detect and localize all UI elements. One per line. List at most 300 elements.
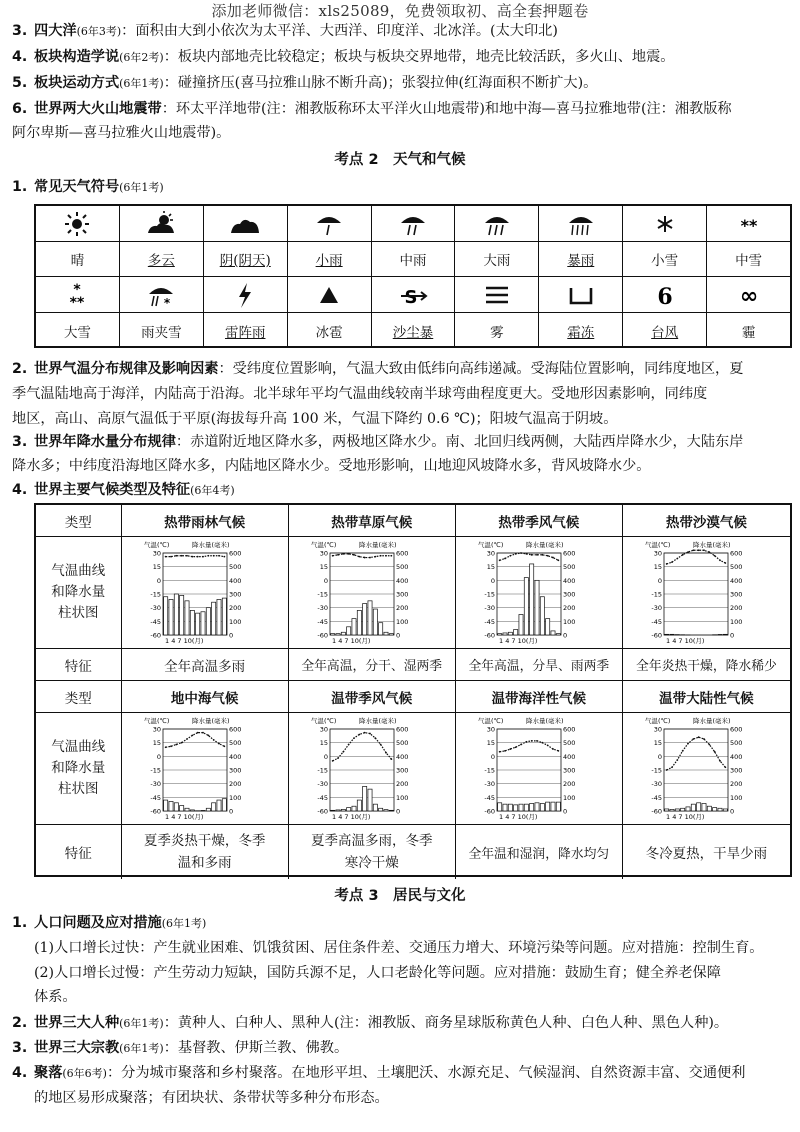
climate-type-name: 热带草原气候 bbox=[289, 505, 456, 536]
temperature-point bbox=[515, 553, 517, 555]
weather-label: 大雪 bbox=[36, 313, 120, 348]
weather-label: 霾 bbox=[741, 324, 756, 341]
light-rain-icon bbox=[314, 211, 344, 237]
precip-bar bbox=[217, 599, 221, 635]
svg-text:S: S bbox=[404, 286, 418, 308]
temperature-point bbox=[337, 757, 339, 759]
weather-label: 雷阵雨 bbox=[204, 313, 288, 348]
weather-symbol-cell bbox=[623, 206, 707, 241]
temperature-point bbox=[725, 562, 727, 564]
temperature-point bbox=[525, 740, 527, 742]
climate-feature: 夏季炎热干燥，冬季 温和多雨 bbox=[122, 825, 289, 879]
precip-bar bbox=[211, 602, 215, 635]
precip-bar bbox=[206, 607, 210, 634]
weather-label: 台风 bbox=[623, 313, 707, 348]
temperature-point bbox=[358, 733, 360, 735]
temperature-point bbox=[385, 751, 387, 753]
temp-tick-label: -45 bbox=[651, 617, 663, 626]
temp-tick-label: 30 bbox=[654, 725, 663, 733]
axis-title-right: 降水量(毫米) bbox=[191, 540, 230, 549]
weather-symbol-cell bbox=[372, 277, 456, 312]
precip-tick-label: 200 bbox=[228, 603, 242, 612]
temp-tick-label: 30 bbox=[486, 725, 495, 733]
temperature-point bbox=[720, 759, 722, 761]
temperature-point bbox=[218, 742, 220, 744]
month-tick-label: 1 4 7 10(月) bbox=[331, 636, 371, 645]
precip-bar bbox=[670, 634, 674, 635]
temp-tick-label: -30 bbox=[651, 779, 663, 788]
precip-bar bbox=[206, 808, 210, 811]
precip-tick-label: 0 bbox=[395, 631, 400, 639]
climate-chart-row-1 bbox=[36, 537, 790, 649]
svg-text:*: * bbox=[73, 281, 82, 298]
light-snow-icon bbox=[650, 211, 680, 237]
precip-bar bbox=[676, 808, 680, 810]
climate-feature: 全年高温，分干、湿两季 bbox=[289, 649, 456, 680]
precip-bar bbox=[503, 804, 507, 811]
precip-tick-label: 0 bbox=[228, 631, 233, 639]
temp-tick-label: -45 bbox=[484, 793, 495, 802]
temperature-line bbox=[667, 737, 726, 770]
temp-tick-label: -30 bbox=[317, 779, 328, 788]
weather-symbol-cell bbox=[707, 206, 790, 241]
weather-label: 暴雨 bbox=[539, 242, 623, 276]
temperature-point bbox=[693, 738, 695, 740]
item-plate-theory: 4. 板块构造学说(6年2考)：板块内部地壳比较稳定；板块与板块交界地带，地壳比较活跃，多火山、地震。 bbox=[12, 49, 675, 65]
rainstorm-icon bbox=[566, 211, 596, 237]
temperature-point bbox=[385, 554, 387, 556]
climate-chart-temperate-maritime bbox=[464, 714, 614, 824]
temperature-point bbox=[672, 561, 674, 563]
temperature-point bbox=[363, 731, 365, 733]
temp-tick-label: -60 bbox=[651, 631, 663, 639]
climate-chart-tropical-monsoon bbox=[464, 538, 614, 648]
temperature-point bbox=[347, 553, 349, 555]
precip-tick-label: 600 bbox=[228, 549, 242, 557]
precip-bar bbox=[222, 598, 226, 635]
temp-tick-label: -15 bbox=[317, 766, 328, 774]
weather-symbol-cell bbox=[372, 206, 456, 241]
temperature-line bbox=[165, 555, 224, 556]
weather-symbol-cell bbox=[288, 277, 372, 312]
temperature-point bbox=[342, 750, 344, 752]
temperature-point bbox=[677, 557, 679, 559]
temp-tick-label: -45 bbox=[149, 617, 161, 626]
precip-tick-label: 400 bbox=[730, 752, 743, 761]
temperature-point bbox=[525, 553, 527, 555]
temp-tick-label: 30 bbox=[654, 549, 663, 557]
feature-label: 特征 bbox=[36, 649, 122, 680]
temperature-point bbox=[170, 745, 172, 747]
precip-bar bbox=[330, 810, 334, 811]
precip-bar bbox=[201, 810, 205, 811]
precip-tick-label: 600 bbox=[228, 725, 242, 733]
weather-label: 中雪 bbox=[735, 253, 763, 269]
climate-chart-temperate-monsoon bbox=[297, 714, 447, 824]
weather-symbol-cell bbox=[36, 277, 120, 312]
precip-bar bbox=[352, 806, 356, 811]
precip-bar bbox=[702, 803, 706, 811]
temperature-point bbox=[390, 554, 392, 556]
temperature-point bbox=[504, 749, 506, 751]
moderate-snow-icon bbox=[734, 211, 764, 237]
watermark-header: 添加老师微信：xls25089，免费领取初、高全套押题卷 bbox=[211, 2, 589, 20]
sandstorm-icon bbox=[398, 282, 428, 308]
precip-tick-label: 300 bbox=[395, 590, 409, 598]
climate-feature: 全年高温，分旱、雨两季 bbox=[456, 649, 623, 680]
item-oceans: 3. 四大洋(6年3考)：面积由大到小依次为太平洋、大西洋、印度洋、北冰洋。(太大印北) bbox=[12, 23, 558, 39]
precip-bar bbox=[357, 800, 361, 811]
axis-title-left: 气温(℃) bbox=[477, 540, 504, 549]
precip-tick-label: 100 bbox=[228, 617, 242, 626]
temp-tick-label: 30 bbox=[319, 725, 328, 733]
temperature-point bbox=[698, 549, 700, 551]
precip-tick-label: 200 bbox=[562, 603, 576, 612]
precip-tick-label: 200 bbox=[730, 779, 743, 788]
precip-bar bbox=[724, 808, 728, 810]
precip-bar bbox=[330, 633, 334, 634]
climate-chart-mediterranean bbox=[130, 714, 280, 824]
item-temperature-line-2: 季气温陆地高于海洋，内陆高于沿海。北半球年平均气温曲线较南半球弯曲程度更大。受地形因素影响，同纬度 bbox=[12, 386, 708, 402]
precip-tick-label: 100 bbox=[562, 793, 576, 802]
temperature-point bbox=[520, 552, 522, 554]
precip-tick-label: 100 bbox=[730, 793, 743, 802]
temp-tick-label: -15 bbox=[149, 766, 161, 774]
item-population-slow: (2)人口增长过慢：产生劳动力短缺，国防兵源不足，人口老龄化等问题。应对措施：鼓励生育；健全养老保障 bbox=[34, 965, 721, 981]
month-tick-label: 1 4 7 10(月) bbox=[164, 636, 204, 645]
temp-tick-label: 0 bbox=[156, 576, 161, 585]
precip-tick-label: 400 bbox=[562, 752, 576, 761]
precip-bar bbox=[540, 596, 544, 634]
weather-label: 大雨 bbox=[455, 242, 539, 276]
precip-tick-label: 100 bbox=[228, 793, 242, 802]
weather-label: 小雪 bbox=[623, 242, 707, 276]
item-population-slow-cont: 体系。 bbox=[34, 989, 77, 1005]
temperature-point bbox=[547, 554, 549, 556]
item-temperature-line-3: 地区，高山、高原气温低于平原(海拔每升高 100 米，气温下降约 0.6 ℃)；阳坡气温高于阴坡。 bbox=[12, 411, 618, 427]
item-settlements-cont: 的地区易形成聚落；有团块状、条带状等多种分布形态。 bbox=[34, 1090, 389, 1106]
temp-tick-label: 30 bbox=[486, 549, 495, 557]
weather-symbol-cell bbox=[204, 206, 288, 241]
precip-bar bbox=[185, 600, 189, 634]
temp-tick-label: -15 bbox=[149, 590, 161, 598]
weather-symbol-cell bbox=[539, 277, 623, 312]
svg-text:**: ** bbox=[740, 215, 757, 235]
precip-bar bbox=[169, 599, 173, 635]
temp-tick-label: -45 bbox=[149, 793, 161, 802]
temperature-point bbox=[164, 555, 166, 557]
item-volcano-belts-cont: 阿尔卑斯—喜马拉雅火山地震带)。 bbox=[12, 125, 231, 141]
precip-tick-label: 500 bbox=[730, 738, 743, 747]
precip-tick-label: 400 bbox=[562, 576, 576, 585]
climate-feature: 夏季高温多雨，冬季 寒冷干燥 bbox=[289, 825, 456, 879]
temperature-point bbox=[353, 737, 355, 739]
temperature-point bbox=[704, 738, 706, 740]
temp-tick-label: -60 bbox=[651, 807, 663, 815]
precip-bar bbox=[535, 580, 539, 635]
precip-bar bbox=[195, 613, 199, 635]
precip-bar bbox=[713, 807, 717, 810]
temp-tick-label: 0 bbox=[156, 752, 161, 761]
temp-tick-label: -60 bbox=[317, 631, 328, 639]
precip-bar bbox=[217, 800, 221, 811]
temperature-point bbox=[714, 750, 716, 752]
temperature-point bbox=[369, 732, 371, 734]
precip-bar bbox=[346, 807, 350, 810]
temp-tick-label: -30 bbox=[484, 603, 495, 612]
month-tick-label: 1 4 7 10(月) bbox=[666, 636, 705, 645]
precip-bar bbox=[211, 802, 215, 810]
precip-bar bbox=[190, 610, 194, 635]
climate-types-table bbox=[34, 503, 792, 877]
precip-bar bbox=[692, 804, 696, 811]
precip-tick-label: 500 bbox=[562, 738, 576, 747]
precip-tick-label: 300 bbox=[395, 766, 409, 774]
temp-tick-label: -60 bbox=[484, 631, 495, 639]
heavy-snow-icon bbox=[62, 282, 92, 308]
precip-bar bbox=[524, 577, 528, 634]
axis-title-left: 气温(℃) bbox=[477, 716, 504, 725]
weather-label: 雾 bbox=[455, 313, 539, 348]
precip-bar bbox=[384, 809, 388, 810]
precip-tick-label: 0 bbox=[730, 807, 735, 815]
item-precipitation-line-2: 降水多；中纬度沿海地区降水多，内陆地区降水少。受地形影响，山地迎风坡降水多，背风坡降水少。 bbox=[12, 458, 651, 474]
precip-bar bbox=[519, 804, 523, 811]
temperature-point bbox=[666, 563, 668, 565]
temperature-point bbox=[709, 743, 711, 745]
precip-bar bbox=[551, 630, 555, 634]
precip-bar bbox=[665, 808, 669, 810]
precip-tick-label: 200 bbox=[395, 779, 409, 788]
precip-bar bbox=[681, 808, 685, 811]
precip-tick-label: 400 bbox=[228, 576, 242, 585]
heavy-rain-icon bbox=[482, 211, 512, 237]
temp-tick-label: -45 bbox=[484, 617, 495, 626]
climate-chart-temperate-continental bbox=[631, 714, 781, 824]
temperature-point bbox=[509, 748, 511, 750]
svg-text:∞: ∞ bbox=[739, 283, 758, 308]
climate-type-name: 热带雨林气候 bbox=[122, 505, 289, 536]
precip-bar bbox=[697, 802, 701, 810]
axis-title-right: 降水量(毫米) bbox=[693, 540, 731, 549]
temperature-point bbox=[202, 555, 204, 557]
climate-chart-tropical-savanna bbox=[297, 538, 447, 648]
precip-tick-label: 200 bbox=[395, 603, 409, 612]
weather-label: 冰雹 bbox=[288, 313, 372, 348]
climate-type-name: 温带海洋性气候 bbox=[456, 681, 623, 712]
temperature-line bbox=[165, 732, 224, 747]
temp-tick-label: 15 bbox=[152, 738, 161, 747]
precip-bar bbox=[556, 633, 560, 634]
precip-bar bbox=[341, 632, 345, 635]
haze-icon bbox=[734, 282, 764, 308]
precip-bar bbox=[163, 800, 167, 811]
precip-bar bbox=[346, 626, 350, 634]
feature-label: 特征 bbox=[36, 825, 122, 879]
weather-label: 阴(阴天) bbox=[204, 242, 288, 276]
item-temperature-distribution: 2. 世界气温分布规律及影响因素：受纬度位置影响，气温大致由低纬向高纬递减。受海陆位置影响，同纬度地区，夏 bbox=[12, 361, 744, 377]
temp-tick-label: 15 bbox=[152, 562, 161, 571]
temperature-point bbox=[531, 739, 533, 741]
temp-tick-label: 0 bbox=[658, 576, 663, 585]
precip-tick-label: 500 bbox=[562, 562, 576, 571]
temperature-point bbox=[207, 734, 209, 736]
temp-tick-label: -30 bbox=[317, 603, 328, 612]
axis-title-right: 降水量(毫米) bbox=[525, 540, 564, 549]
temperature-point bbox=[379, 554, 381, 556]
temperature-point bbox=[709, 551, 711, 553]
temp-tick-label: -15 bbox=[651, 590, 663, 598]
axis-title-right: 降水量(毫米) bbox=[358, 540, 397, 549]
precip-bar bbox=[508, 804, 512, 811]
climate-feature-row-2 bbox=[36, 825, 790, 879]
temperature-point bbox=[202, 731, 204, 733]
weather-symbols-heading: 1. 常见天气符号(6年1考) bbox=[12, 179, 164, 195]
precip-tick-label: 0 bbox=[730, 631, 735, 639]
precip-bar bbox=[551, 802, 555, 811]
temperature-line bbox=[332, 732, 391, 760]
partly-cloudy-icon bbox=[146, 211, 176, 237]
weather-symbol-cell bbox=[623, 277, 707, 312]
temperature-point bbox=[218, 554, 220, 556]
section-2-title: 考点 2 天气和气候 bbox=[334, 152, 466, 168]
precip-tick-label: 500 bbox=[730, 562, 743, 571]
precip-tick-label: 300 bbox=[730, 766, 743, 774]
temperature-point bbox=[196, 731, 198, 733]
temp-tick-label: 15 bbox=[654, 562, 663, 571]
precip-bar bbox=[535, 802, 539, 810]
item-population-fast: (1)人口增长过快：产生就业困难、饥饿贫困、居住条件差、交通压力增大、环境污染等问题。应对措施：控制生育。 bbox=[34, 940, 764, 956]
temp-tick-label: -45 bbox=[317, 793, 328, 802]
hail-icon bbox=[314, 282, 344, 308]
temp-tick-label: 15 bbox=[486, 562, 495, 571]
temperature-point bbox=[714, 554, 716, 556]
precip-bar bbox=[545, 802, 549, 811]
climate-feature: 冬冷夏热，干旱少雨 bbox=[645, 846, 768, 862]
precip-bar bbox=[503, 632, 507, 634]
temperature-point bbox=[379, 743, 381, 745]
precip-bar bbox=[508, 632, 512, 635]
temp-tick-label: -30 bbox=[149, 603, 161, 612]
temperature-point bbox=[331, 554, 333, 556]
precip-bar bbox=[529, 803, 533, 811]
moderate-rain-icon bbox=[398, 211, 428, 237]
temperature-point bbox=[509, 554, 511, 556]
precip-tick-label: 300 bbox=[228, 766, 242, 774]
precip-bar bbox=[179, 805, 183, 810]
type-label: 类型 bbox=[36, 505, 122, 536]
temperature-point bbox=[693, 549, 695, 551]
temperature-point bbox=[223, 555, 225, 557]
temperature-point bbox=[175, 554, 177, 556]
precip-tick-label: 600 bbox=[395, 549, 409, 557]
weather-symbol-cell bbox=[455, 277, 539, 312]
temperature-point bbox=[191, 734, 193, 736]
climate-feature: 全年温和湿润，降水均匀 bbox=[456, 825, 623, 879]
weather-symbol-row-2 bbox=[36, 277, 790, 313]
precip-tick-label: 400 bbox=[395, 576, 409, 585]
precip-tick-label: 600 bbox=[562, 725, 576, 733]
axis-title-left: 气温(℃) bbox=[143, 716, 169, 725]
temperature-line bbox=[667, 550, 726, 564]
item-volcano-belts: 6. 世界两大火山地震带：环太平洋地带(注：湘教版称环太平洋火山地震带)和地中海—喜马拉雅地带(注：湘教版称 bbox=[12, 101, 732, 117]
precip-tick-label: 600 bbox=[395, 725, 409, 733]
weather-label: 中雨 bbox=[372, 242, 456, 276]
precip-tick-label: 300 bbox=[562, 766, 576, 774]
precip-bar bbox=[718, 808, 722, 811]
climate-type-row-1 bbox=[36, 505, 790, 537]
precip-tick-label: 100 bbox=[395, 617, 409, 626]
item-plate-motion: 5. 板块运动方式(6年1考)：碰撞挤压(喜马拉雅山脉不断升高)；张裂拉伸(红海面积不断扩大)。 bbox=[12, 75, 598, 91]
climate-feature-row-1 bbox=[36, 649, 790, 681]
precip-bar bbox=[362, 603, 366, 634]
temperature-point bbox=[363, 556, 365, 558]
temperature-point bbox=[499, 559, 501, 561]
sleet-icon bbox=[146, 282, 176, 308]
temperature-point bbox=[499, 750, 501, 752]
precip-bar bbox=[368, 600, 372, 634]
precip-tick-label: 100 bbox=[562, 617, 576, 626]
precip-bar bbox=[497, 633, 501, 634]
climate-chart-tropical-desert bbox=[631, 538, 781, 648]
temperature-point bbox=[223, 745, 225, 747]
precip-bar bbox=[336, 809, 340, 810]
precip-bar bbox=[389, 633, 393, 634]
precip-tick-label: 200 bbox=[562, 779, 576, 788]
axis-title-right: 降水量(毫米) bbox=[525, 716, 564, 725]
precip-bar bbox=[373, 609, 377, 635]
precip-bar bbox=[724, 634, 728, 635]
temperature-point bbox=[725, 766, 727, 768]
temperature-point bbox=[666, 769, 668, 771]
precip-bar bbox=[174, 802, 178, 810]
precip-bar bbox=[368, 789, 372, 811]
temperature-point bbox=[682, 749, 684, 751]
axis-title-left: 气温(℃) bbox=[310, 540, 337, 549]
temperature-point bbox=[552, 748, 554, 750]
temperature-point bbox=[504, 557, 506, 559]
temperature-point bbox=[536, 739, 538, 741]
temperature-point bbox=[547, 744, 549, 746]
weather-symbol-cell bbox=[455, 206, 539, 241]
temperature-point bbox=[688, 551, 690, 553]
sun-icon bbox=[62, 211, 92, 237]
temperature-point bbox=[520, 743, 522, 745]
precip-bar bbox=[519, 614, 523, 635]
climate-type-name: 温带大陆性气候 bbox=[659, 690, 754, 707]
precip-bar bbox=[497, 802, 501, 810]
temp-tick-label: -30 bbox=[484, 779, 495, 788]
thunderstorm-icon bbox=[230, 282, 260, 308]
precip-bar bbox=[524, 804, 528, 811]
temperature-point bbox=[720, 559, 722, 561]
precip-bar bbox=[201, 611, 205, 634]
temperature-point bbox=[180, 741, 182, 743]
item-precipitation-distribution: 3. 世界年降水量分布规律：赤道附近地区降水多，两极地区降水少。南、北回归线两侧，大陆西岸降水少，大陆东岸 bbox=[12, 434, 744, 450]
temp-tick-label: 0 bbox=[490, 576, 495, 585]
precip-tick-label: 400 bbox=[730, 576, 743, 585]
temperature-point bbox=[552, 556, 554, 558]
precip-tick-label: 100 bbox=[730, 617, 743, 626]
temperature-point bbox=[207, 554, 209, 556]
weather-label: 沙尘暴 bbox=[372, 313, 456, 348]
precip-bar bbox=[665, 634, 669, 635]
precip-tick-label: 200 bbox=[228, 779, 242, 788]
chart-label: 气温曲线 和降水量 柱状图 bbox=[36, 537, 122, 648]
temperature-point bbox=[541, 741, 543, 743]
climate-type-name: 地中海气候 bbox=[122, 681, 289, 712]
typhoon-icon bbox=[650, 282, 680, 308]
